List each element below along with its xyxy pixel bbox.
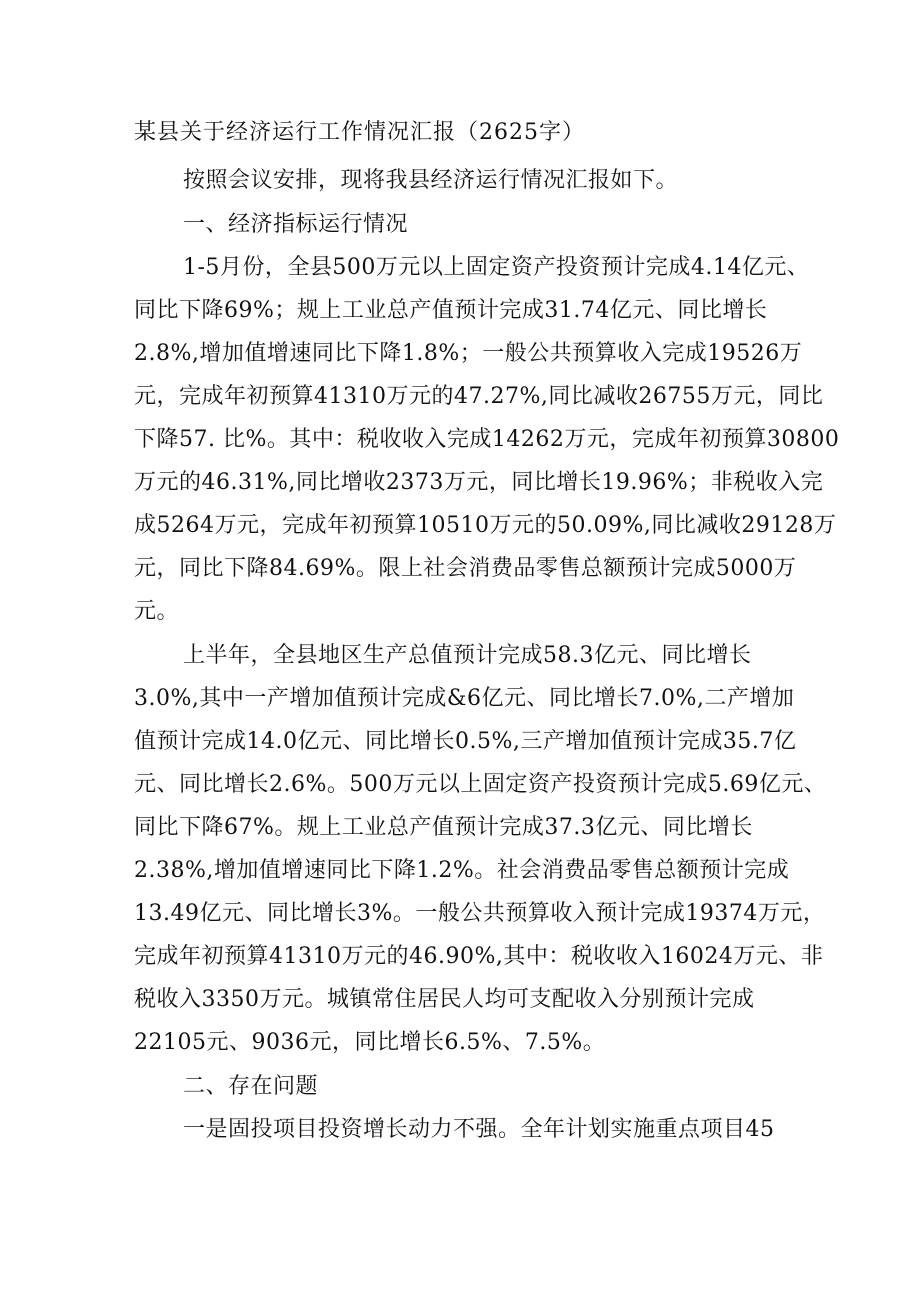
text-line: 2.38%,增加值增速同比下降1.2%。社会消费品零售总额预计完成	[134, 858, 790, 883]
text-line: 下降57. 比%。其中：税收收入完成14262万元，完成年初预算30800	[134, 427, 840, 452]
text-line: 税收入3350万元。城镇常住居民人均可支配收入分别预计完成	[134, 987, 755, 1012]
text-line: 元，同比下降84.69%。限上社会消费品零售总额预计完成5000万	[134, 556, 797, 581]
text-line: 元，完成年初预算41310万元的47.27%,同比减收26755万元，同比	[134, 384, 824, 409]
text-line: 同比下降69%；规上工业总产值预计完成31.74亿元、同比增长	[134, 298, 768, 323]
text-line: 成5264万元，完成年初预算10510万元的50.09%,同比减收29128万	[134, 513, 837, 538]
section-heading-indicators: 一、经济指标运行情况	[183, 212, 409, 237]
intro-paragraph: 按照会议安排，现将我县经济运行情况汇报如下。	[183, 168, 679, 193]
text-line: 上半年，全县地区生产总值预计完成58.3亿元、同比增长	[183, 643, 752, 668]
text-line: 元、同比增长2.6%。500万元以上固定资产投资预计完成5.69亿元、	[134, 772, 827, 797]
section-heading-problems: 二、存在问题	[183, 1074, 319, 1099]
text-line: 1-5月份，全县500万元以上固定资产投资预计完成4.14亿元、	[183, 255, 810, 280]
document-title: 某县关于经济运行工作情况汇报（2625字）	[134, 120, 585, 145]
paragraph-problem-one: 一是固投项目投资增长动力不强。全年计划实施重点项目45	[183, 1117, 775, 1142]
text-line: 3.0%,其中一产增加值预计完成&6亿元、同比增长7.0%,二产增加	[134, 686, 795, 711]
text-line: 22105元、9036元，同比增长6.5%、7.5%。	[134, 1030, 606, 1055]
text-line: 2.8%,增加值增速同比下降1.8%；一般公共预算收入完成19526万	[134, 341, 803, 366]
text-line: 万元的46.31%,同比增收2373万元，同比增长19.96%；非税收入完	[134, 470, 824, 495]
text-line: 元。	[134, 599, 180, 624]
text-line: 13.49亿元、同比增长3%。一般公共预算收入预计完成19374万元，	[134, 901, 826, 926]
text-line: 同比下降67%。规上工业总产值预计完成37.3亿元、同比增长	[134, 815, 753, 840]
text-line: 值预计完成14.0亿元、同比增长0.5%,三产增加值预计完成35.7亿	[134, 729, 797, 754]
text-line: 完成年初预算41310万元的46.90%,其中：税收收入16024万元、非	[134, 944, 824, 969]
